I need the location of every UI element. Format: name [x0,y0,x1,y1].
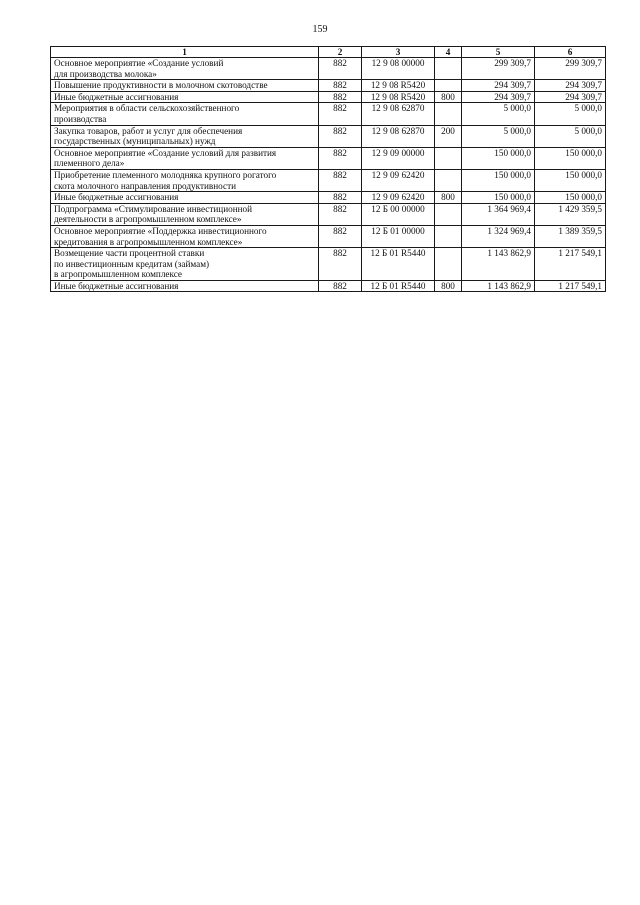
expense-type-cell: 800 [435,280,462,292]
item-name-cell: Закупка товаров, работ и услуг для обеспечения государственных (муниципальных) нужд [51,125,319,147]
ministry-code-cell: 882 [319,169,362,191]
amount-year2-cell: 1 217 549,1 [535,280,606,292]
amount-year1-cell: 150 000,0 [462,192,535,204]
ministry-code-cell: 882 [319,280,362,292]
amount-year2-cell: 150 000,0 [535,147,606,169]
item-name-cell: Возмещение части процентной ставки по инвестиционным кредитам (займам) в агропромышленном комплексе [51,248,319,281]
amount-year2-cell: 1 217 549,1 [535,248,606,281]
target-code-cell: 12 Б 01 R5440 [362,248,435,281]
ministry-code-cell: 882 [319,91,362,103]
item-name-cell: Иные бюджетные ассигнования [51,91,319,103]
item-name-cell: Иные бюджетные ассигнования [51,192,319,204]
ministry-code-cell: 882 [319,58,362,80]
target-code-cell: 12 9 08 62870 [362,125,435,147]
expense-type-cell [435,80,462,92]
target-code-cell: 12 Б 01 00000 [362,225,435,247]
target-code-cell: 12 Б 00 00000 [362,203,435,225]
table-row [51,58,606,80]
target-code-cell: 12 9 08 R5420 [362,91,435,103]
amount-year2-cell: 1 389 359,5 [535,225,606,247]
amount-year2-cell: 1 429 359,5 [535,203,606,225]
table-header-row [51,47,606,58]
budget-table [50,46,606,292]
target-code-cell: 12 9 09 62420 [362,192,435,204]
amount-year1-cell: 299 309,7 [462,58,535,80]
amount-year1-cell: 5 000,0 [462,103,535,125]
target-code-cell: 12 9 09 00000 [362,147,435,169]
expense-type-cell [435,147,462,169]
amount-year1-cell: 1 324 969,4 [462,225,535,247]
table-row [51,280,606,292]
amount-year1-cell: 1 364 969,4 [462,203,535,225]
item-name-cell: Основное мероприятие «Создание условий для производства молока» [51,58,319,80]
column-header: 3 [362,47,435,58]
column-header: 4 [435,47,462,58]
table-row [51,192,606,204]
item-name-cell: Приобретение племенного молодняка крупного рогатого скота молочного направления продуктивности [51,169,319,191]
expense-type-cell [435,248,462,281]
ministry-code-cell: 882 [319,103,362,125]
table-row [51,80,606,92]
amount-year2-cell: 294 309,7 [535,80,606,92]
table-row [51,147,606,169]
amount-year2-cell: 150 000,0 [535,192,606,204]
table-row [51,248,606,281]
target-code-cell: 12 9 09 62420 [362,169,435,191]
ministry-code-cell: 882 [319,192,362,204]
table-row [51,125,606,147]
expense-type-cell: 800 [435,91,462,103]
item-name-cell: Основное мероприятие «Создание условий для развития племенного дела» [51,147,319,169]
table-row [51,103,606,125]
table-row [51,91,606,103]
amount-year1-cell: 1 143 862,9 [462,248,535,281]
amount-year2-cell: 5 000,0 [535,103,606,125]
amount-year1-cell: 150 000,0 [462,169,535,191]
expense-type-cell [435,103,462,125]
item-name-cell: Иные бюджетные ассигнования [51,280,319,292]
expense-type-cell: 200 [435,125,462,147]
expense-type-cell [435,203,462,225]
amount-year2-cell: 5 000,0 [535,125,606,147]
ministry-code-cell: 882 [319,248,362,281]
expense-type-cell [435,58,462,80]
amount-year1-cell: 150 000,0 [462,147,535,169]
amount-year1-cell: 294 309,7 [462,91,535,103]
target-code-cell: 12 9 08 62870 [362,103,435,125]
column-header: 1 [51,47,319,58]
expense-type-cell [435,225,462,247]
table-row [51,169,606,191]
page-number: 159 [312,24,328,35]
item-name-cell: Повышение продуктивности в молочном скотоводстве [51,80,319,92]
ministry-code-cell: 882 [319,225,362,247]
amount-year1-cell: 5 000,0 [462,125,535,147]
item-name-cell: Основное мероприятие «Поддержка инвестиционного кредитования в агропромышленном комплексе» [51,225,319,247]
column-header: 2 [319,47,362,58]
target-code-cell: 12 9 08 00000 [362,58,435,80]
amount-year2-cell: 299 309,7 [535,58,606,80]
table-body [51,58,606,292]
amount-year1-cell: 294 309,7 [462,80,535,92]
table-row [51,225,606,247]
column-header: 6 [535,47,606,58]
ministry-code-cell: 882 [319,147,362,169]
expense-type-cell [435,169,462,191]
amount-year1-cell: 1 143 862,9 [462,280,535,292]
ministry-code-cell: 882 [319,203,362,225]
item-name-cell: Подпрограмма «Стимулирование инвестиционной деятельности в агропромышленном комплексе» [51,203,319,225]
amount-year2-cell: 150 000,0 [535,169,606,191]
ministry-code-cell: 882 [319,125,362,147]
item-name-cell: Мероприятия в области сельскохозяйственного производства [51,103,319,125]
ministry-code-cell: 882 [319,80,362,92]
table-row [51,203,606,225]
amount-year2-cell: 294 309,7 [535,91,606,103]
target-code-cell: 12 9 08 R5420 [362,80,435,92]
column-header: 5 [462,47,535,58]
target-code-cell: 12 Б 01 R5440 [362,280,435,292]
expense-type-cell: 800 [435,192,462,204]
